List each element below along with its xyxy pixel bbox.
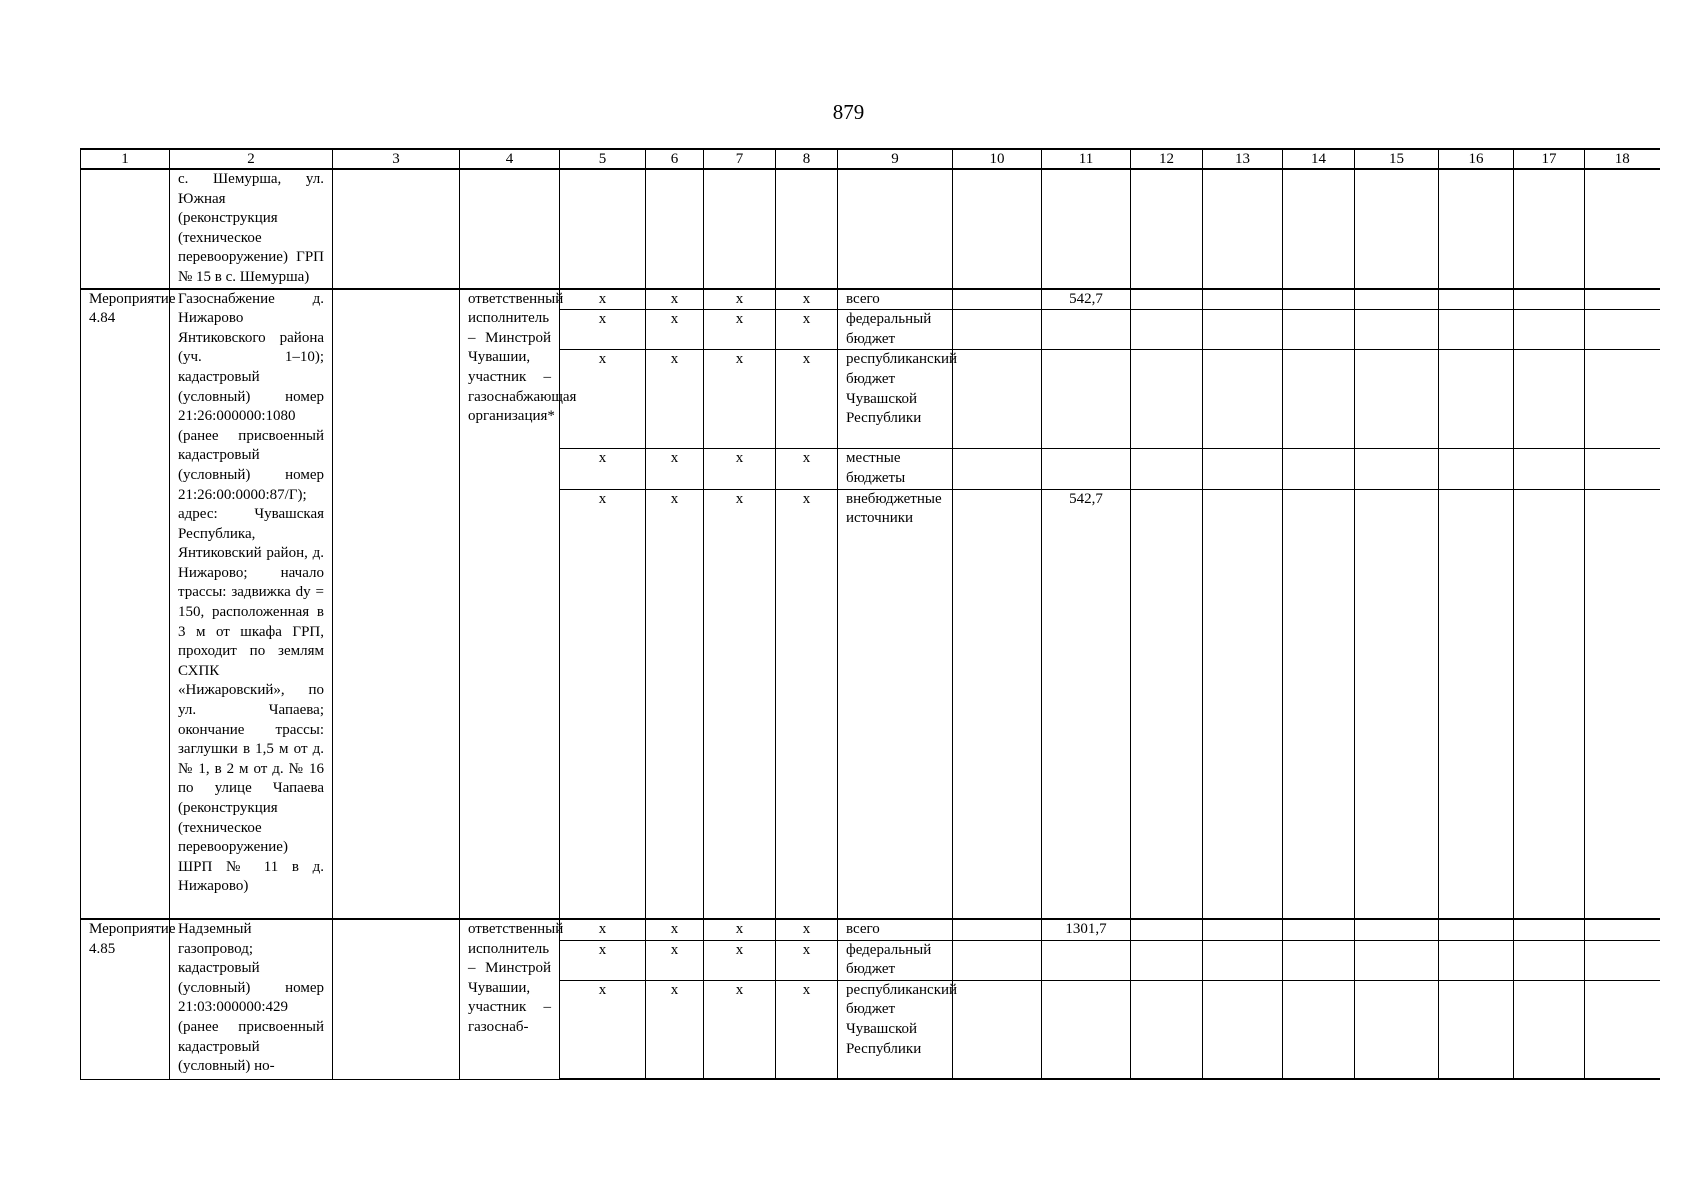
cell-empty [1439,289,1514,310]
cell-x: х [704,310,776,350]
funding-amount: 542,7 [1042,489,1131,919]
funding-source: федеральный бюджет [838,940,953,980]
cell-x: х [776,350,838,449]
cell-empty [1514,310,1585,350]
cell-empty [953,350,1042,449]
funding-source: местные бюджеты [838,449,953,489]
cell-empty [333,919,460,1079]
cell-empty [1439,980,1514,1079]
funding-source: федеральный бюджет [838,310,953,350]
cell-empty [1439,940,1514,980]
column-number: 17 [1514,149,1585,169]
cell-x: х [560,940,646,980]
cell-empty [1585,350,1660,449]
measure-executor: ответственный исполнитель – Минстрой Чувашии, участник – газоснаб- [460,919,560,1079]
cell-empty [1283,940,1355,980]
funding-amount [1042,980,1131,1079]
funding-source: внебюджетные источники [838,489,953,919]
cell-x: х [704,449,776,489]
cell-empty [1355,919,1439,940]
cell-empty [1131,289,1203,310]
cell-empty [953,169,1042,289]
cell-empty [1514,289,1585,310]
cell-x: х [704,289,776,310]
cell-empty [1131,350,1203,449]
cell-empty [1283,169,1355,289]
cell-empty [1355,980,1439,1079]
cell-x: х [560,919,646,940]
cell-empty [1439,489,1514,919]
column-number: 18 [1585,149,1660,169]
cell-empty [1439,169,1514,289]
funding-amount: 542,7 [1042,289,1131,310]
cell-empty [953,449,1042,489]
cell-empty [1283,289,1355,310]
funding-source: всего [838,919,953,940]
cell-x: х [704,980,776,1079]
funding-amount [1042,310,1131,350]
cell-empty [1514,169,1585,289]
cell-empty [1585,289,1660,310]
cell-empty [1203,449,1283,489]
funding-amount [1042,940,1131,980]
cell-x: х [560,449,646,489]
cell-empty [1131,310,1203,350]
cell-empty [1585,310,1660,350]
cell-empty [1514,449,1585,489]
page-number: 879 [832,100,865,124]
cell-x: х [776,310,838,350]
column-number: 8 [776,149,838,169]
measure-description: Надземный газопровод; кадастровый (условный) номер 21:03:000000:429 (ранее присвоенный кадастровый (условный) но- [170,919,333,1079]
cell-x: х [646,489,704,919]
cell-x: х [776,289,838,310]
cell-empty [1585,919,1660,940]
cell-x: х [776,980,838,1079]
cell-empty [1355,449,1439,489]
column-number-row [81,149,1660,169]
cell-empty [1203,310,1283,350]
column-number: 4 [460,149,560,169]
funding-amount [1042,350,1131,449]
cell-empty [1514,980,1585,1079]
cell-empty [1585,489,1660,919]
cell-empty [1439,919,1514,940]
cell-empty [953,919,1042,940]
cell-empty [1585,940,1660,980]
column-number: 6 [646,149,704,169]
column-number: 9 [838,149,953,169]
funding-source: всего [838,289,953,310]
cell-empty [953,489,1042,919]
cell-x: х [704,350,776,449]
cell-empty [560,169,646,289]
cell-empty [1131,919,1203,940]
cell-x: х [560,310,646,350]
cell-empty [953,940,1042,980]
cell-x: х [560,350,646,449]
funding-source: республиканский бюджет Чувашской Республики [838,980,953,1079]
cell-empty [646,169,704,289]
cell-x: х [704,919,776,940]
cell-x: х [646,980,704,1079]
column-number: 7 [704,149,776,169]
cell-empty [1283,919,1355,940]
cell-empty [1585,449,1660,489]
cell-empty [1283,350,1355,449]
cell-empty [1131,980,1203,1079]
cell-x: х [560,980,646,1079]
funding-source: республиканский бюджет Чувашской Республики [838,350,953,449]
cell-empty [953,310,1042,350]
column-number: 12 [1131,149,1203,169]
cell-x: х [776,489,838,919]
cell-empty [1042,169,1131,289]
column-number: 3 [333,149,460,169]
measure-executor: ответственный исполнитель – Минстрой Чувашии, участник – газоснабжающая организация* [460,289,560,919]
cell-empty [1283,310,1355,350]
cell-empty [1439,350,1514,449]
column-number: 2 [170,149,333,169]
cell-empty [1514,919,1585,940]
funding-row [81,919,1660,940]
cell-empty [1514,940,1585,980]
funding-amount [1042,449,1131,489]
cell-empty [1355,169,1439,289]
cell-empty [1283,449,1355,489]
cell-x: х [560,289,646,310]
cell-empty [1131,449,1203,489]
cell-empty [1355,940,1439,980]
cell-x: х [646,310,704,350]
cell-empty [1355,489,1439,919]
cell-empty [1585,980,1660,1079]
cell-empty [1203,350,1283,449]
continuation-description: с. Шемурша, ул. Южная (реконструкция (техническое перевооружение) ГРП № 15 в с. Шемурша) [170,169,333,289]
cell-x: х [704,489,776,919]
column-number: 16 [1439,149,1514,169]
cell-empty [333,169,460,289]
cell-empty [1283,980,1355,1079]
cell-empty [1514,350,1585,449]
cell-empty [1283,489,1355,919]
column-number: 1 [81,149,170,169]
cell-empty [460,169,560,289]
column-number: 5 [560,149,646,169]
cell-x: х [646,350,704,449]
cell-empty [1355,289,1439,310]
cell-x: х [646,919,704,940]
cell-empty [1203,489,1283,919]
measure-label: Мероприятие 4.85 [81,919,170,1079]
column-number: 13 [1203,149,1283,169]
cell-x: х [776,449,838,489]
cell-empty [838,169,953,289]
column-number: 10 [953,149,1042,169]
cell-empty [1585,169,1660,289]
cell-empty [1203,919,1283,940]
funding-row [81,289,1660,310]
cell-empty [704,169,776,289]
cell-empty [1203,980,1283,1079]
funding-amount: 1301,7 [1042,919,1131,940]
cell-empty [81,169,170,289]
cell-x: х [560,489,646,919]
cell-empty [333,289,460,919]
cell-empty [1355,350,1439,449]
cell-empty [1203,289,1283,310]
cell-empty [1131,940,1203,980]
cell-empty [1131,169,1203,289]
measure-description: Газоснабжение д. Нижарово Янтиковского района (уч. 1–10); кадастровый (условный) номер 21:26:000000:1080 (ранее присвоенный кадастровый (условный) номер 21:26:00:0000:87/Г); адрес: Чувашская Республика, Янтиковский район, д. Нижарово; начало трассы: задвижка dy = 150, расположенная в 3 м от шкафа ГРП, проходит по землям СХПК «Нижаровский», по ул. Чапаева; окончание трассы: заглушки в 1,5 м от д. № 1, в 2 м от д. № 16 по улице Чапаева (реконструкция (техническое перевооружение) ШРП № 11 в д. Нижарово) [170,289,333,919]
cell-x: х [646,449,704,489]
column-number: 11 [1042,149,1131,169]
cell-x: х [776,919,838,940]
cell-x: х [704,940,776,980]
cell-empty [1514,489,1585,919]
cell-empty [1131,489,1203,919]
column-number: 15 [1355,149,1439,169]
cell-empty [1355,310,1439,350]
cell-x: х [646,940,704,980]
cell-x: х [646,289,704,310]
cell-empty [776,169,838,289]
cell-empty [1439,449,1514,489]
cell-empty [1439,310,1514,350]
column-number: 14 [1283,149,1355,169]
measure-label: Мероприятие 4.84 [81,289,170,919]
cell-empty [953,980,1042,1079]
cell-empty [953,289,1042,310]
program-table [80,148,1660,1080]
cell-x: х [776,940,838,980]
cell-empty [1203,169,1283,289]
continuation-row [81,169,1660,289]
cell-empty [1203,940,1283,980]
